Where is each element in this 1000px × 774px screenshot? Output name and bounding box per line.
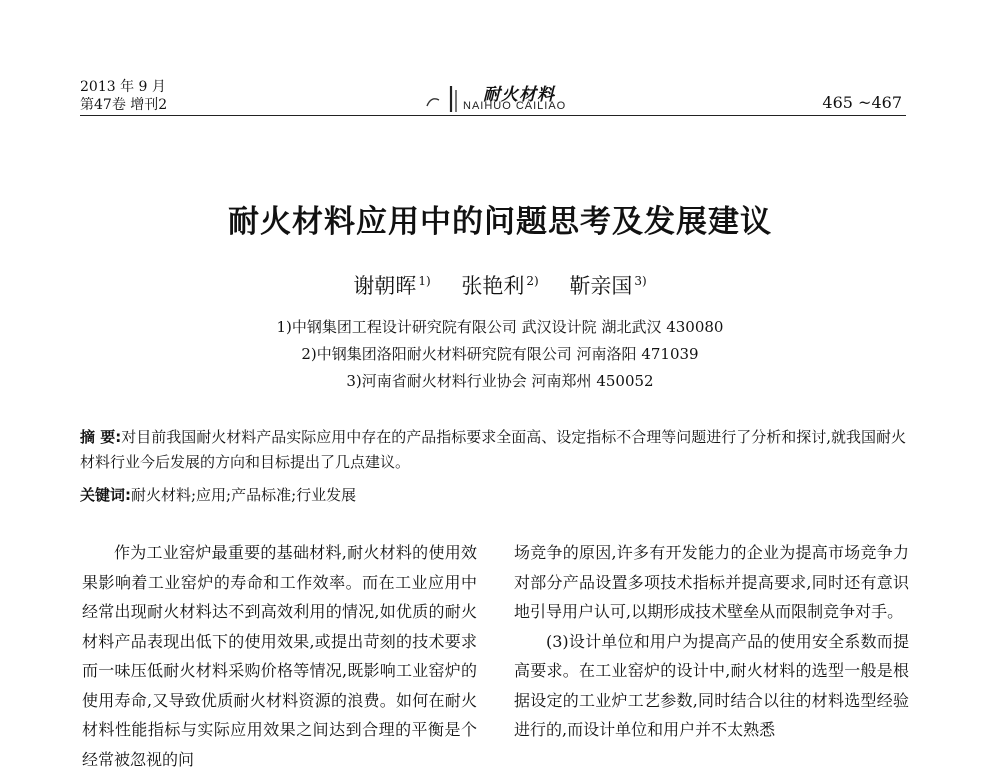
journal-logo-icon [425,82,465,114]
affiliation-1: 1)中钢集团工程设计研究院有限公司 武汉设计院 湖北武汉 430080 [276,318,724,336]
issue-info [80,78,167,114]
paper-title: 耐火材料应用中的问题思考及发展建议 [228,204,772,240]
abstract-label: 摘 要: [80,428,122,446]
body-paragraph: 作为工业窑炉最重要的基础材料,耐火材料的使用效果影响着工业窑炉的寿命和工作效率。而在工业应用中经常出现耐火材料达不到高效利用的情况,如优质的耐火材料产品表现出低下的使用效果,或提出苛刻的技术要求而一味压低耐火材料采购价格等情况,既影响工业窑炉的使用寿命,又导致优质耐火材料资源的浪费。如何在耐火材料性能指标与实际应用效果之间达到合理的平衡是个经常被忽视的问 [82,543,477,769]
author-2 [461,270,538,300]
affiliation-2: 2)中钢集团洛阳耐火材料研究院有限公司 河南洛阳 471039 [301,345,699,363]
author-name: 靳亲国 [569,274,633,298]
journal-name-en: NAIHUO CAILIAO [463,100,567,112]
issue-date: 2013 年 9 月 [80,79,166,95]
author-1 [353,270,430,300]
affiliation-3: 3)河南省耐火材料行业协会 河南郑州 450052 [346,372,654,390]
keywords-label: 关键词: [80,486,131,504]
page-header [0,0,1000,118]
author-affil-mark: 2) [526,274,539,288]
author-affil-mark: 3) [634,274,647,288]
body-paragraph: 场竞争的原因,许多有开发能力的企业为提高市场竞争力对部分产品设置多项技术指标并提高要求,同时还有意识地引导用户认可,以期形成技术壁垒从而限制竞争对手。 [514,543,909,621]
journal-name-cn: 耐火材料 [483,85,555,105]
issue-volume: 第47卷 增刊2 [80,97,168,113]
keywords-text: 耐火材料;应用;产品标准;行业发展 [131,486,357,504]
author-name: 张艳利 [461,274,525,298]
journal-logo [425,80,585,116]
author-name: 谢朝晖 [353,274,417,298]
keywords [80,484,910,505]
author-affil-mark: 1) [418,274,431,288]
body-paragraph: (3)设计单位和用户为提高产品的使用安全系数而提高要求。在工业窑炉的设计中,耐火材料的选型一般是根据设定的工业炉工艺参数,同时结合以往的材料选型经验进行的,而设计单位和用户并不太熟悉 [514,631,909,739]
author-3 [569,270,646,300]
author-list [0,270,1000,300]
body-column-left [82,538,477,774]
abstract [80,425,910,475]
body-column-right [514,538,909,745]
page-range: 465 ~467 [822,93,902,112]
header-rule [80,115,906,116]
abstract-text: 对目前我国耐火材料产品实际应用中存在的产品指标要求全面高、设定指标不合理等问题进行了分析和探讨,就我国耐火材料行业今后发展的方向和目标提出了几点建议。 [80,428,907,471]
